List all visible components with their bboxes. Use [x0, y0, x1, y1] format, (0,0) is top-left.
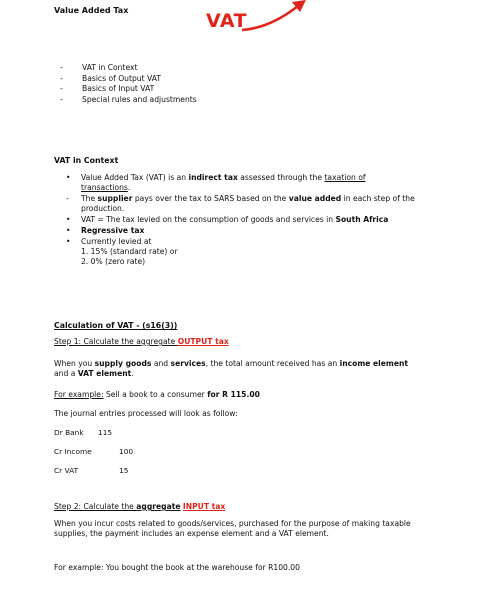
table-of-contents	[62, 63, 197, 105]
journal-entry: Cr Income 100	[54, 447, 134, 456]
page-title: Value Added Tax	[54, 6, 129, 15]
toc-item: - Basics of Input VAT	[62, 84, 197, 95]
list-item: - The supplier pays over the tax to SARS based on the value added in each step of the production.	[66, 194, 415, 213]
step2-heading: Step 2: Calculate the aggregate INPUT tax	[54, 502, 226, 511]
list-item: • Regressive tax	[66, 226, 145, 235]
section-heading-vat-in-context: VAT in Context	[54, 156, 119, 165]
journal-entry: Cr VAT 15	[54, 466, 129, 475]
step1-paragraph: When you supply goods and services, the total amount received has an income element and a VAT element.	[54, 359, 409, 379]
step1-heading: Step 1: Calculate the aggregate OUTPUT tax	[54, 337, 229, 346]
rate-item: 2. 0% (zero rate)	[81, 257, 146, 266]
journal-intro: The journal entries processed will look as follow:	[54, 409, 238, 418]
rate-item: 1. 15% (standard rate) or	[81, 247, 178, 256]
example2-line: For example: You bought the book at the warehouse for R100.00	[54, 563, 300, 572]
vat-logo: VAT	[206, 10, 248, 32]
toc-item: - Basics of Output VAT	[62, 74, 197, 85]
list-item: • VAT = The tax levied on the consumption of goods and services in South Africa	[66, 215, 389, 224]
section-heading-calculation: Calculation of VAT - (s16(3))	[54, 321, 178, 330]
vat-arrow-icon	[240, 0, 310, 36]
journal-entry: Dr Bank 115	[54, 428, 113, 437]
step2-paragraph: When you incur costs related to goods/services, purchased for the purpose of making taxable supplies, the payment includes an expense element and a VAT element.	[54, 519, 411, 539]
list-item: • Currently levied at 1. 15% (standard rate) or 2. 0% (zero rate)	[66, 237, 416, 267]
taxation-link[interactable]: taxation of transactions	[81, 173, 366, 192]
vat-context-list	[66, 173, 416, 268]
toc-item: - Special rules and adjustments	[62, 95, 197, 106]
example-line: For example: Sell a book to a consumer for R 115.00	[54, 390, 260, 399]
toc-item: - VAT in Context	[62, 63, 197, 74]
list-item: • Value Added Tax (VAT) is an indirect tax assessed through the taxation of transactions.	[66, 173, 366, 192]
